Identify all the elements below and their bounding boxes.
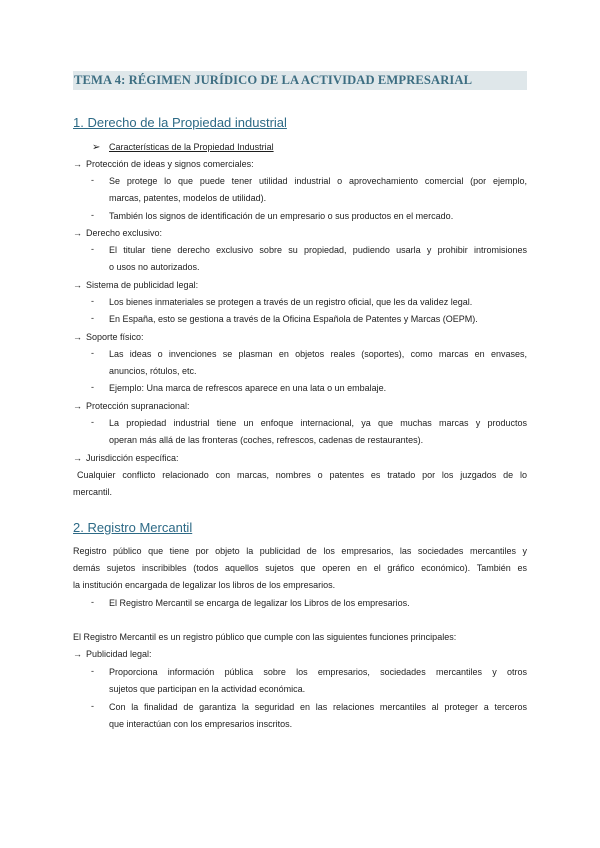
bullet-text: operan más allá de las fronteras (coches, refrescos, cadenas de restaurantes).: [109, 435, 424, 445]
list-item: → Jurisdicción específica:: [73, 453, 179, 463]
bullet-text: o usos no autorizados.: [109, 262, 200, 272]
arrow-icon: →: [73, 159, 82, 169]
bullet-text: marcas, patentes, modelos de utilidad).: [109, 193, 267, 203]
arrow-icon: →: [73, 280, 82, 290]
paragraph-line: demás sujetos inscribibles (todos aquellos sujetos que operen en el gráfico económico). También es: [73, 563, 527, 573]
dash-bullet: -: [91, 382, 94, 392]
paragraph-line: mercantil.: [73, 487, 113, 497]
dash-bullet: -: [91, 296, 94, 306]
dash-bullet: -: [91, 210, 94, 220]
section1-heading: 1. Derecho de la Propiedad industrial: [73, 115, 287, 130]
bullet-text: El titular tiene derecho exclusivo sobre su propiedad, pudiendo usarla y prohibir intromisiones: [109, 245, 527, 255]
dash-bullet: -: [91, 666, 94, 676]
bullet-text: En España, esto se gestiona a través de la Oficina Española de Patentes y Marcas (OEPM).: [109, 314, 478, 324]
list-item: → Protección de ideas y signos comerciales:: [73, 159, 254, 169]
dash-bullet: -: [91, 417, 94, 427]
bullet-text: que interactúan con los empresarios inscritos.: [109, 719, 293, 729]
list-item: → Soporte físico:: [73, 332, 144, 342]
bullet-text: Proporciona información pública sobre los empresarios, sociedades mercantiles y otros: [109, 667, 527, 677]
bullet-text: sujetos que participan en la actividad económica.: [109, 684, 306, 694]
paragraph-line: Cualquier conflicto relacionado con marcas, nombres o patentes es tratado por los juzgados de lo: [77, 470, 527, 480]
paragraph-line: la institución encargada de legalizar los libros de los empresarios.: [73, 580, 336, 590]
arrow-icon: →: [73, 649, 82, 659]
paragraph-line: Registro público que tiene por objeto la publicidad de los empresarios, las sociedades mercantiles y: [73, 546, 527, 556]
bullet-text: También los signos de identificación de un empresario o sus productos en el mercado.: [109, 211, 454, 221]
arrow-icon: →: [73, 401, 82, 411]
dash-bullet: -: [91, 348, 94, 358]
arrow-icon: →: [73, 453, 82, 463]
subheading-characteristics: Características de la Propiedad Industrial: [109, 142, 274, 152]
list-item: → Derecho exclusivo:: [73, 228, 163, 238]
document-title: TEMA 4: RÉGIMEN JURÍDICO DE LA ACTIVIDAD EMPRESARIAL: [74, 73, 473, 87]
arrow-icon: →: [73, 332, 82, 342]
dash-bullet: -: [91, 597, 94, 607]
paragraph-line: El Registro Mercantil es un registro público que cumple con las siguientes funciones principales:: [73, 632, 457, 642]
bullet-text: Con la finalidad de garantiza la seguridad en las relaciones mercantiles al proteger a terceros: [109, 702, 527, 712]
section2-heading: 2. Registro Mercantil: [73, 520, 193, 535]
arrowhead-bullet-icon: ➢: [92, 142, 101, 153]
bullet-text: La propiedad industrial tiene un enfoque internacional, ya que muchas marcas y productos: [109, 418, 527, 428]
dash-bullet: -: [91, 701, 94, 711]
dash-bullet: -: [91, 175, 94, 185]
list-item: → Protección supranacional:: [73, 401, 190, 411]
dash-bullet: -: [91, 313, 94, 323]
bullet-text: Los bienes inmateriales se protegen a través de un registro oficial, que les da validez legal.: [109, 297, 473, 307]
bullet-text: El Registro Mercantil se encarga de legalizar los Libros de los empresarios.: [109, 598, 410, 608]
arrow-icon: →: [73, 228, 82, 238]
bullet-text: Las ideas o invenciones se plasman en objetos reales (soportes), como marcas en envases,: [109, 349, 527, 359]
bullet-text: Ejemplo: Una marca de refrescos aparece en una lata o un embalaje.: [109, 383, 387, 393]
bullet-text: Se protege lo que puede tener utilidad industrial o aprovechamiento comercial (por ejemplo,: [109, 176, 527, 186]
list-item: → Sistema de publicidad legal:: [73, 280, 199, 290]
bullet-text: anuncios, rótulos, etc.: [109, 366, 197, 376]
dash-bullet: -: [91, 244, 94, 254]
list-item: → Publicidad legal:: [73, 649, 152, 659]
